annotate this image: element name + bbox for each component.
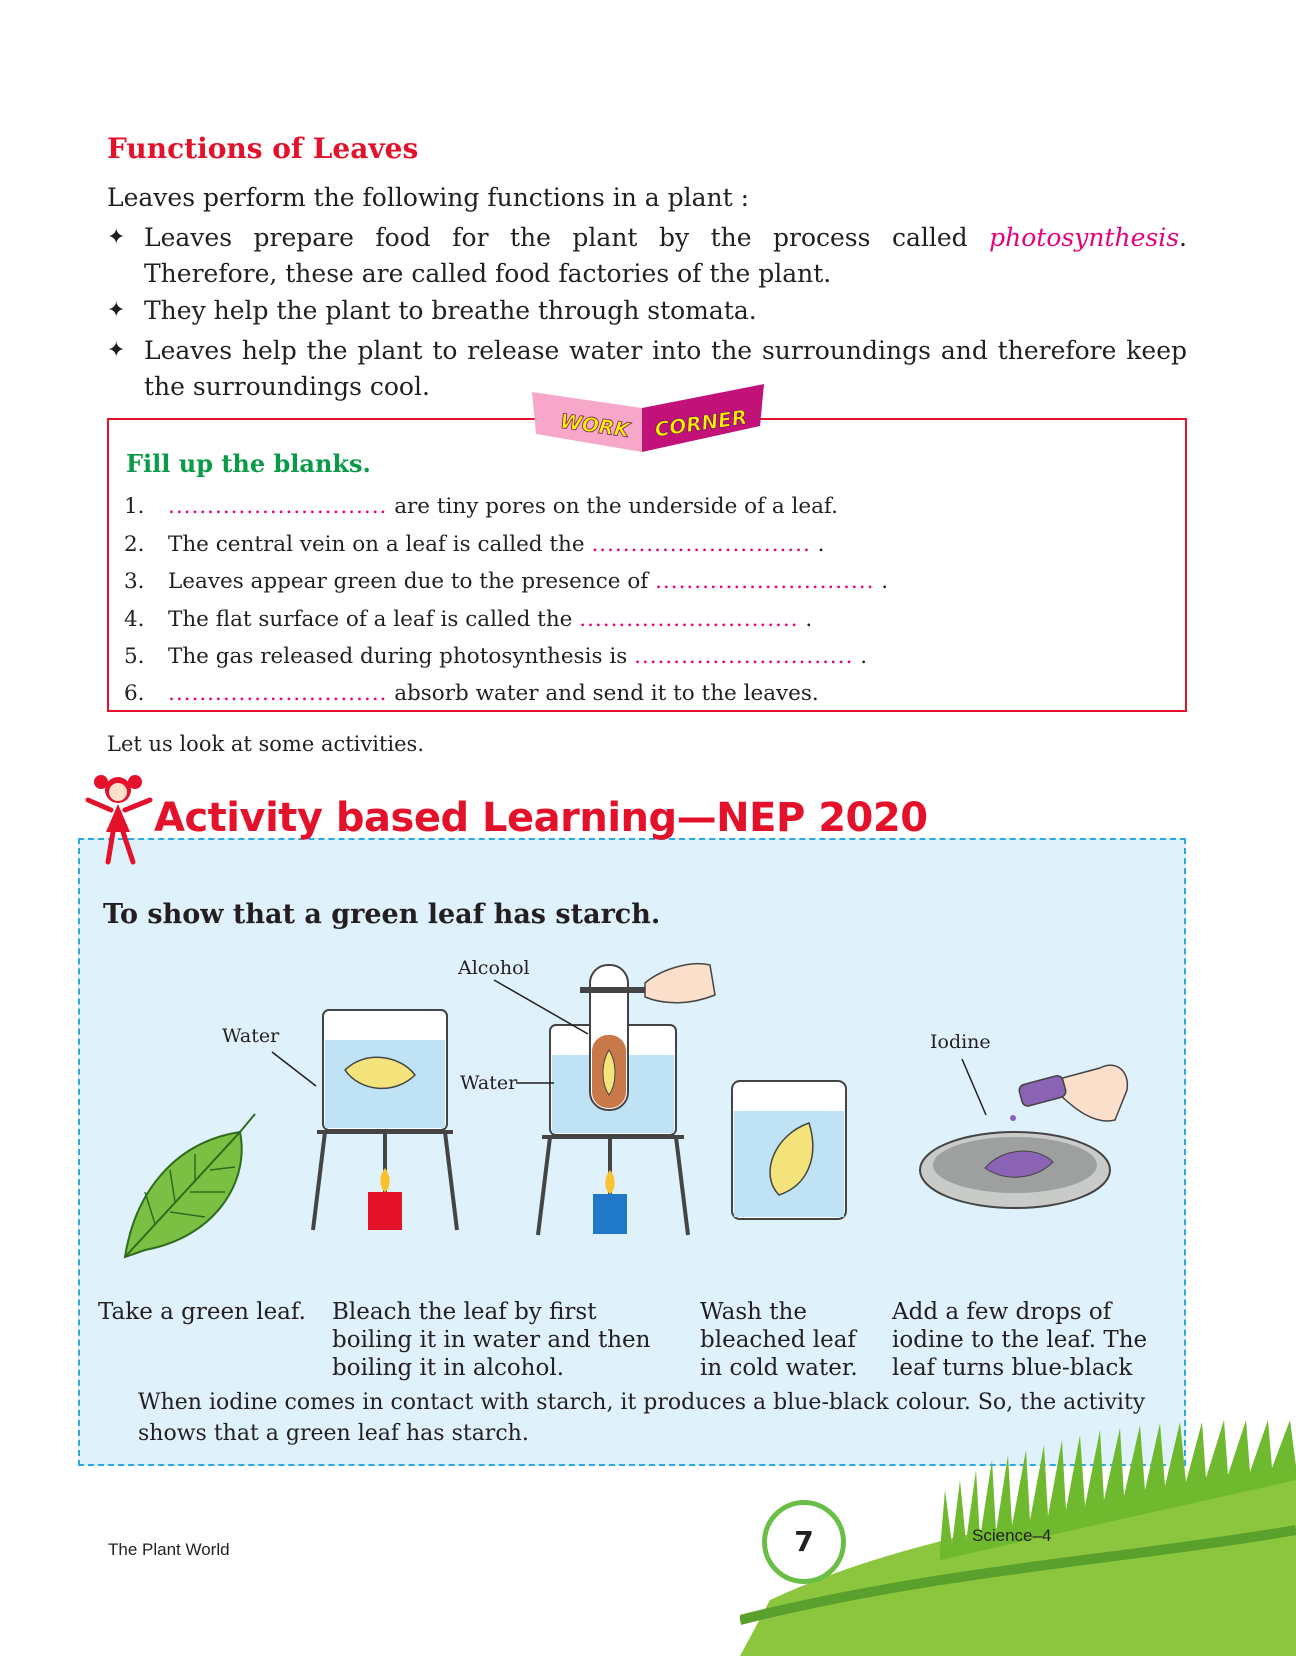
beaker-water-heating-icon [305, 1000, 465, 1240]
question-item: 5. The gas released during photosynthesis is ............................ . [124, 644, 868, 669]
pointer-line [516, 1080, 556, 1086]
bullet-item [107, 293, 1187, 329]
answer-blank: ............................ [655, 569, 875, 594]
intro-activities-text: Let us look at some activities. [107, 732, 424, 756]
badge-left-text: WORK [558, 408, 632, 443]
work-corner-badge [532, 384, 764, 452]
bullet-text: . Therefore, these are called food factories of the plant. [144, 223, 1187, 288]
label-alcohol: Alcohol [458, 957, 530, 979]
caption-step-1: Take a green leaf. [98, 1299, 306, 1325]
pointer-line [492, 978, 592, 1038]
section-title: Functions of Leaves [107, 132, 419, 165]
activity-conclusion: When iodine comes in contact with starch, it produces a blue-black colour. So, the activity shows that a green leaf has starch. [138, 1390, 1146, 1446]
label-iodine: Iodine [930, 1031, 991, 1053]
bullet-text: They help the plant to breathe through stomata. [144, 296, 757, 325]
green-leaf-icon [115, 1112, 265, 1262]
question-item: 1. ............................ are tiny pores on the underside of a leaf. [124, 494, 838, 519]
footer-chapter: The Plant World [108, 1540, 230, 1559]
star-bullet-icon: ✦ [107, 298, 126, 323]
activity-title: Activity based Learning—NEP 2020 [154, 795, 928, 841]
bullet-item [107, 220, 1187, 292]
highlight-term: photosynthesis [989, 223, 1180, 252]
bullet-text: Leaves help the plant to release water into the surroundings and therefore keep the surroundings cool. [144, 336, 1187, 401]
beaker-cold-water-icon [724, 1075, 854, 1225]
answer-blank: ............................ [634, 644, 854, 669]
bullet-text: Leaves prepare food for the plant by the process called [144, 223, 990, 252]
answer-blank: ............................ [168, 681, 388, 706]
question-item: 4. The flat surface of a leaf is called the ............................ . [124, 607, 813, 632]
label-water-2: Water [460, 1072, 518, 1094]
answer-blank: ............................ [591, 532, 811, 557]
label-water-1: Water [222, 1025, 280, 1047]
caption-step-2: Bleach the leaf by first boiling it in water and then boiling it in alcohol. [332, 1299, 651, 1381]
question-item: 3. Leaves appear green due to the presence of ............................ . [124, 569, 889, 594]
star-bullet-icon: ✦ [107, 225, 126, 250]
page-number: 7 [762, 1500, 846, 1584]
badge-right-text: CORNER [653, 404, 749, 442]
star-bullet-icon: ✦ [107, 338, 126, 363]
dish-iodine-icon [915, 1050, 1135, 1230]
answer-blank: ............................ [168, 494, 388, 519]
activity-subtitle: To show that a green leaf has starch. [103, 899, 661, 930]
caption-step-4: Add a few drops of iodine to the leaf. The leaf turns blue-black [892, 1299, 1148, 1381]
section-intro: Leaves perform the following functions in a plant : [107, 183, 750, 212]
pointer-line [960, 1057, 990, 1119]
pointer-line [270, 1050, 320, 1090]
question-item: 2. The central vein on a leaf is called the ............................ . [124, 532, 825, 557]
answer-blank: ............................ [579, 607, 799, 632]
girl-mascot-icon [78, 770, 158, 870]
footer-book-title: Science–4 [972, 1526, 1052, 1545]
question-item: 6. ............................ absorb water and send it to the leaves. [124, 681, 819, 706]
fill-blanks-title: Fill up the blanks. [126, 449, 371, 478]
caption-step-3: Wash the bleached leaf in cold water. [700, 1299, 858, 1381]
